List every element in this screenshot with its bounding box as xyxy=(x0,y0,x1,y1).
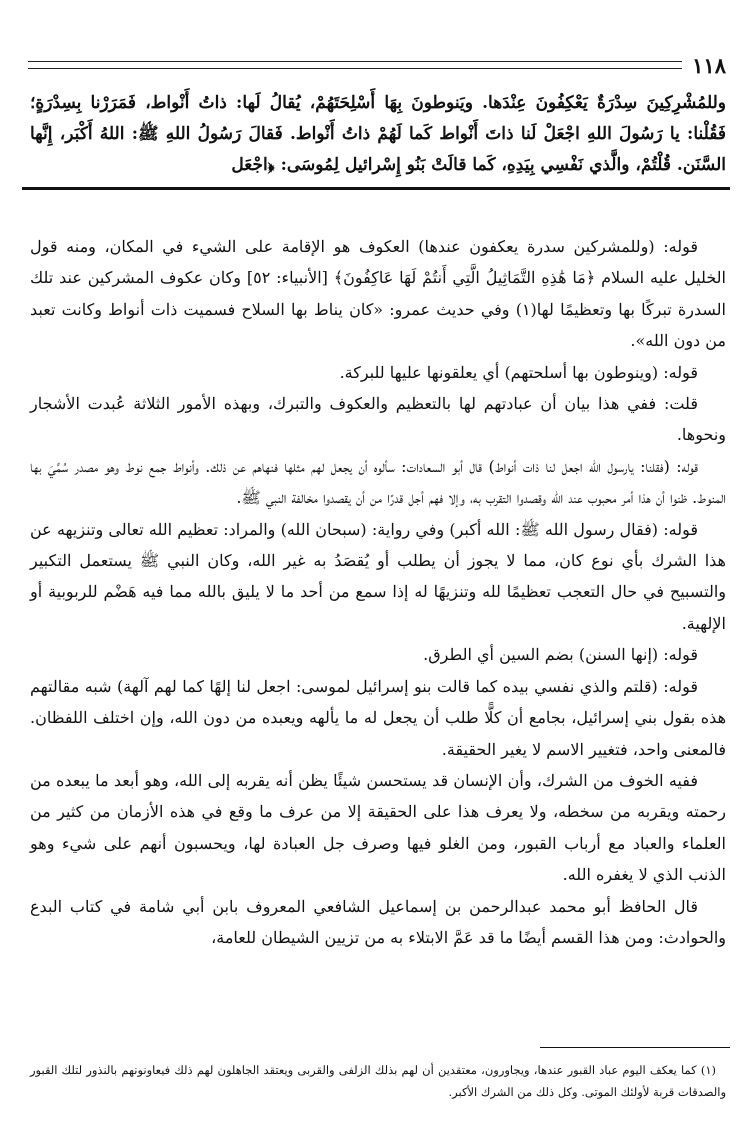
commentary-block xyxy=(30,231,726,953)
commentary-paragraph: قوله: (وينوطون بها أسلحتهم) أي يعلقونها عليها للبركة. xyxy=(339,362,698,382)
footnote-block xyxy=(30,1059,726,1103)
page-number: ١١٨ xyxy=(692,52,726,78)
commentary-paragraph: قوله: (وللمشركين سدرة يعكفون عندها) العكوف هو الإقامة على الشيء في المكان، ومنه قول الخليل عليه السلام ﴿مَا هَٰذِهِ التَّمَاثِيلُ الَّتِي أَنتُمْ لَهَا عَاكِفُونَ﴾ [الأنبياء: ٥٢] وكان عكوف المشركين عند تلك السدرة تبركًا بها وتعظيمًا لها(١) وفي حديث عمرو: «كان يناط بها السلاح فسميت ذات أنواط وكانت تعبد من دون الله». xyxy=(30,237,726,351)
commentary-paragraph: قوله: (قلتم والذي نفسي بيده كما قالت بنو إسرائيل لموسى: اجعل لنا إلهًا كما لهم آلهة) شبه مقالتهم هذه بقول بني إسرائيل، بجامع أن كلًّا طلب أن يجعل له ما يألهه ويعبده من دون الله، وإن اختلف اللفظان. فالمعنى واحد، فتغيير الاسم لا يغير الحقيقة. xyxy=(30,676,727,759)
main-text: وللمُشْرِكِينَ سِدْرَةٌ يَعْكِفُونَ عِنْدَها. ويَنوطونَ بِهَا أَسْلِحَتَهُمْ، يُقالُ لَها: ذاتُ أَنْواط، فَمَرَرْنا بِسِدْرَةٍ؛ فَقُلْنا: يا رَسُولَ اللهِ اجْعَلْ لَنا ذاتَ أَنْواط كَما لَهُمْ ذاتُ أَنْواط. فَقالَ رَسُولُ اللهِ ﷺ: اللهُ أَكْبَر، إِنَّها السَّنَن. قُلْتُمْ، والَّذي نَفْسِي بِيَدِهِ، كَما قالَتْ بَنُو إِسْرائيل لِمُوسَى: ﴿اجْعَل xyxy=(30,93,726,175)
commentary-paragraph: قوله: (فقال رسول الله ﷺ: الله أكبر) وفي رواية: (سبحان الله) والمراد: تعظيم الله تعالى وتنزيهه عن هذا الشرك بأي نوع كان، مما لا يجوز أن يطلب أو يُقصَدُ به غير الله، وكان النبي ﷺ يستعمل التكبير والتسبيح في حال التعجب تعظيمًا لله وتنزيهًا له إذا سمع من أحد ما لا يليق بالله مما فيه هَضْم للربوبية أو الإلهية. xyxy=(30,519,726,633)
page-header xyxy=(28,52,726,78)
main-text-separator xyxy=(22,187,730,190)
footnote-separator xyxy=(540,1047,730,1048)
commentary-paragraph: قلت: ففي هذا بيان أن عبادتهم لها بالتعظيم والعكوف والتبرك، وبهذه الأمور الثلاثة عُبدت الأشجار ونحوها. xyxy=(30,394,726,445)
main-text-block xyxy=(30,88,726,181)
header-rule xyxy=(28,61,682,69)
commentary-paragraph: قوله: (إنها السنن) بضم السين أي الطرق. xyxy=(423,645,698,665)
footnote-text: (١) كما يعكف اليوم عباد القبور عندها، ويجاورون، معتقدين أن لهم بذلك الزلفى والقربى ويعتقد الجاهلون لهم ذلك فيعاونونهم بالنذور لتلك القبور والصدقات قربة لأولئك الموتى. وكل ذلك من الشرك الأكبر. xyxy=(30,1063,726,1099)
commentary-paragraph: قوله: (فقلنا: يارسول الله اجعل لنا ذات أنواط) قال أبو السعادات: سألوه أن يجعل لهم مثلها فنهاهم عن ذلك. وأنواط جمع نوط وهو مصدر سُمِّيَ بها المنوط. ظنوا أن هذا أمر محبوب عند الله وقصدوا التقرب به، وإلا فهم أجل قدرًا من أن يقصدوا مخالفة النبي ﷺ. xyxy=(30,456,726,508)
commentary-paragraph: ففيه الخوف من الشرك، وأن الإنسان قد يستحسن شيئًا يظن أنه يقربه إلى الله، وهو أبعد ما يبعده من رحمته ويقربه من سخطه، ولا يعرف هذا على الحقيقة إلا من عرف ما وقع في هذه الأزمان من كثير من العلماء والعباد مع أرباب القبور، ومن الغلو فيها وصرف جل العبادة لها، ويحسبون أنهم على شيء وهو الذنب الذي لا يغفره الله. xyxy=(30,770,726,885)
commentary-paragraph: قال الحافظ أبو محمد عبدالرحمن بن إسماعيل الشافعي المعروف بابن أبي شامة في كتاب البدع والحوادث: ومن هذا القسم أيضًا ما قد عَمَّ الابتلاء به من تزيين الشيطان للعامة، xyxy=(30,896,726,947)
